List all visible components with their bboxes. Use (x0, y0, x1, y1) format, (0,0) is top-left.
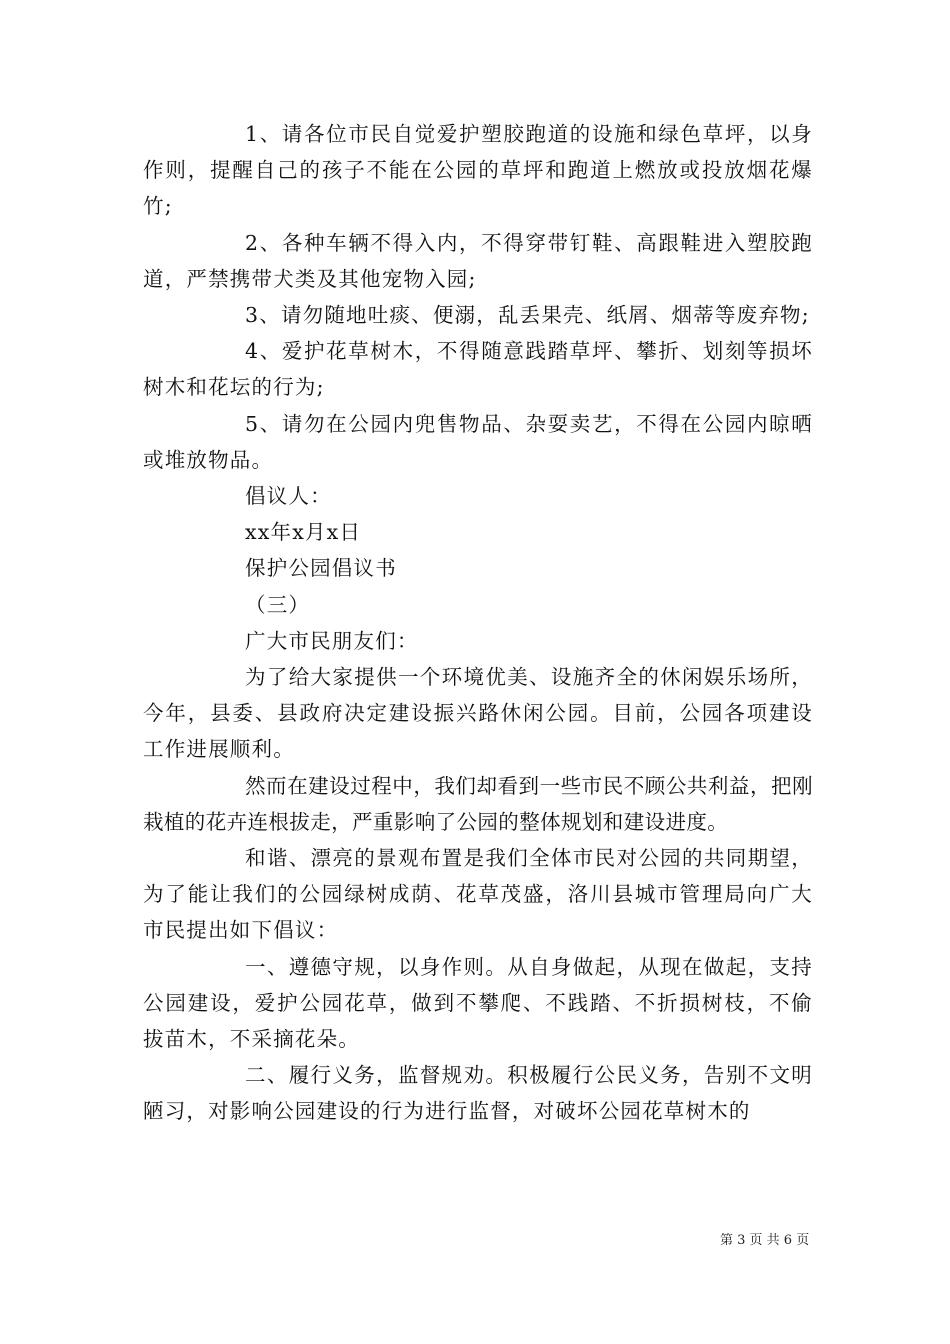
page-number: 第 3 页 共 6 页 (720, 1233, 810, 1248)
paragraph-item-4: 4、爱护花草树木，不得随意践踏草坪、攀折、划刻等损坏树木和花坛的行为; (143, 339, 813, 400)
proposal-item-1: 一、遵德守规，以身作则。从自身做起，从现在做起，支持公园建设，爱护公园花草，做到不攀爬、不践踏、不折损树枝，不偷拔苗木，不采摘花朵。 (143, 954, 813, 1052)
paragraph-item-5: 5、请勿在公园内兜售物品、杂耍卖艺，不得在公园内晾晒或堆放物品。 (143, 411, 813, 472)
paragraph-item-3: 3、请勿随地吐痰、便溺，乱丢果壳、纸屑、烟蒂等废弃物; (245, 303, 810, 328)
intro-paragraph: 为了给大家提供一个环境优美、设施齐全的休闲娱乐场所，今年，县委、县政府决定建设振兴路休闲公园。目前，公园各项建设工作进展顺利。 (143, 665, 813, 762)
paragraph-item-2: 2、各种车辆不得入内，不得穿带钉鞋、高跟鞋进入塑胶跑道，严禁携带犬类及其他宠物入园; (143, 230, 813, 291)
document-body (143, 116, 813, 1130)
problem-paragraph: 然而在建设过程中，我们却看到一些市民不顾公共利益，把刚栽植的花卉连根拔走，严重影响了公园的整体规划和建设进度。 (143, 773, 813, 834)
date-line: xx年x月x日 (245, 520, 362, 545)
salutation: 广大市民朋友们： (245, 628, 419, 653)
proposal-intro-paragraph: 和谐、漂亮的景观布置是我们全体市民对公园的共同期望，为了能让我们的公园绿树成荫、花草茂盛，洛川县城市管理局向广大市民提出如下倡议： (143, 846, 813, 943)
proposal-item-2: 二、履行义务，监督规劝。积极履行公民义务，告别不文明陋习，对影响公园建设的行为进行监督，对破坏公园花草树木的 (143, 1063, 813, 1124)
paragraph-item-1: 1、请各位市民自觉爱护塑胶跑道的设施和绿色草坪，以身作则，提醒自己的孩子不能在公园的草坪和跑道上燃放或投放烟花爆竹; (143, 122, 813, 219)
section-number: （三） (245, 592, 311, 617)
document-title: 保护公园倡议书 (245, 556, 397, 581)
proposer-label: 倡议人： (245, 484, 332, 509)
